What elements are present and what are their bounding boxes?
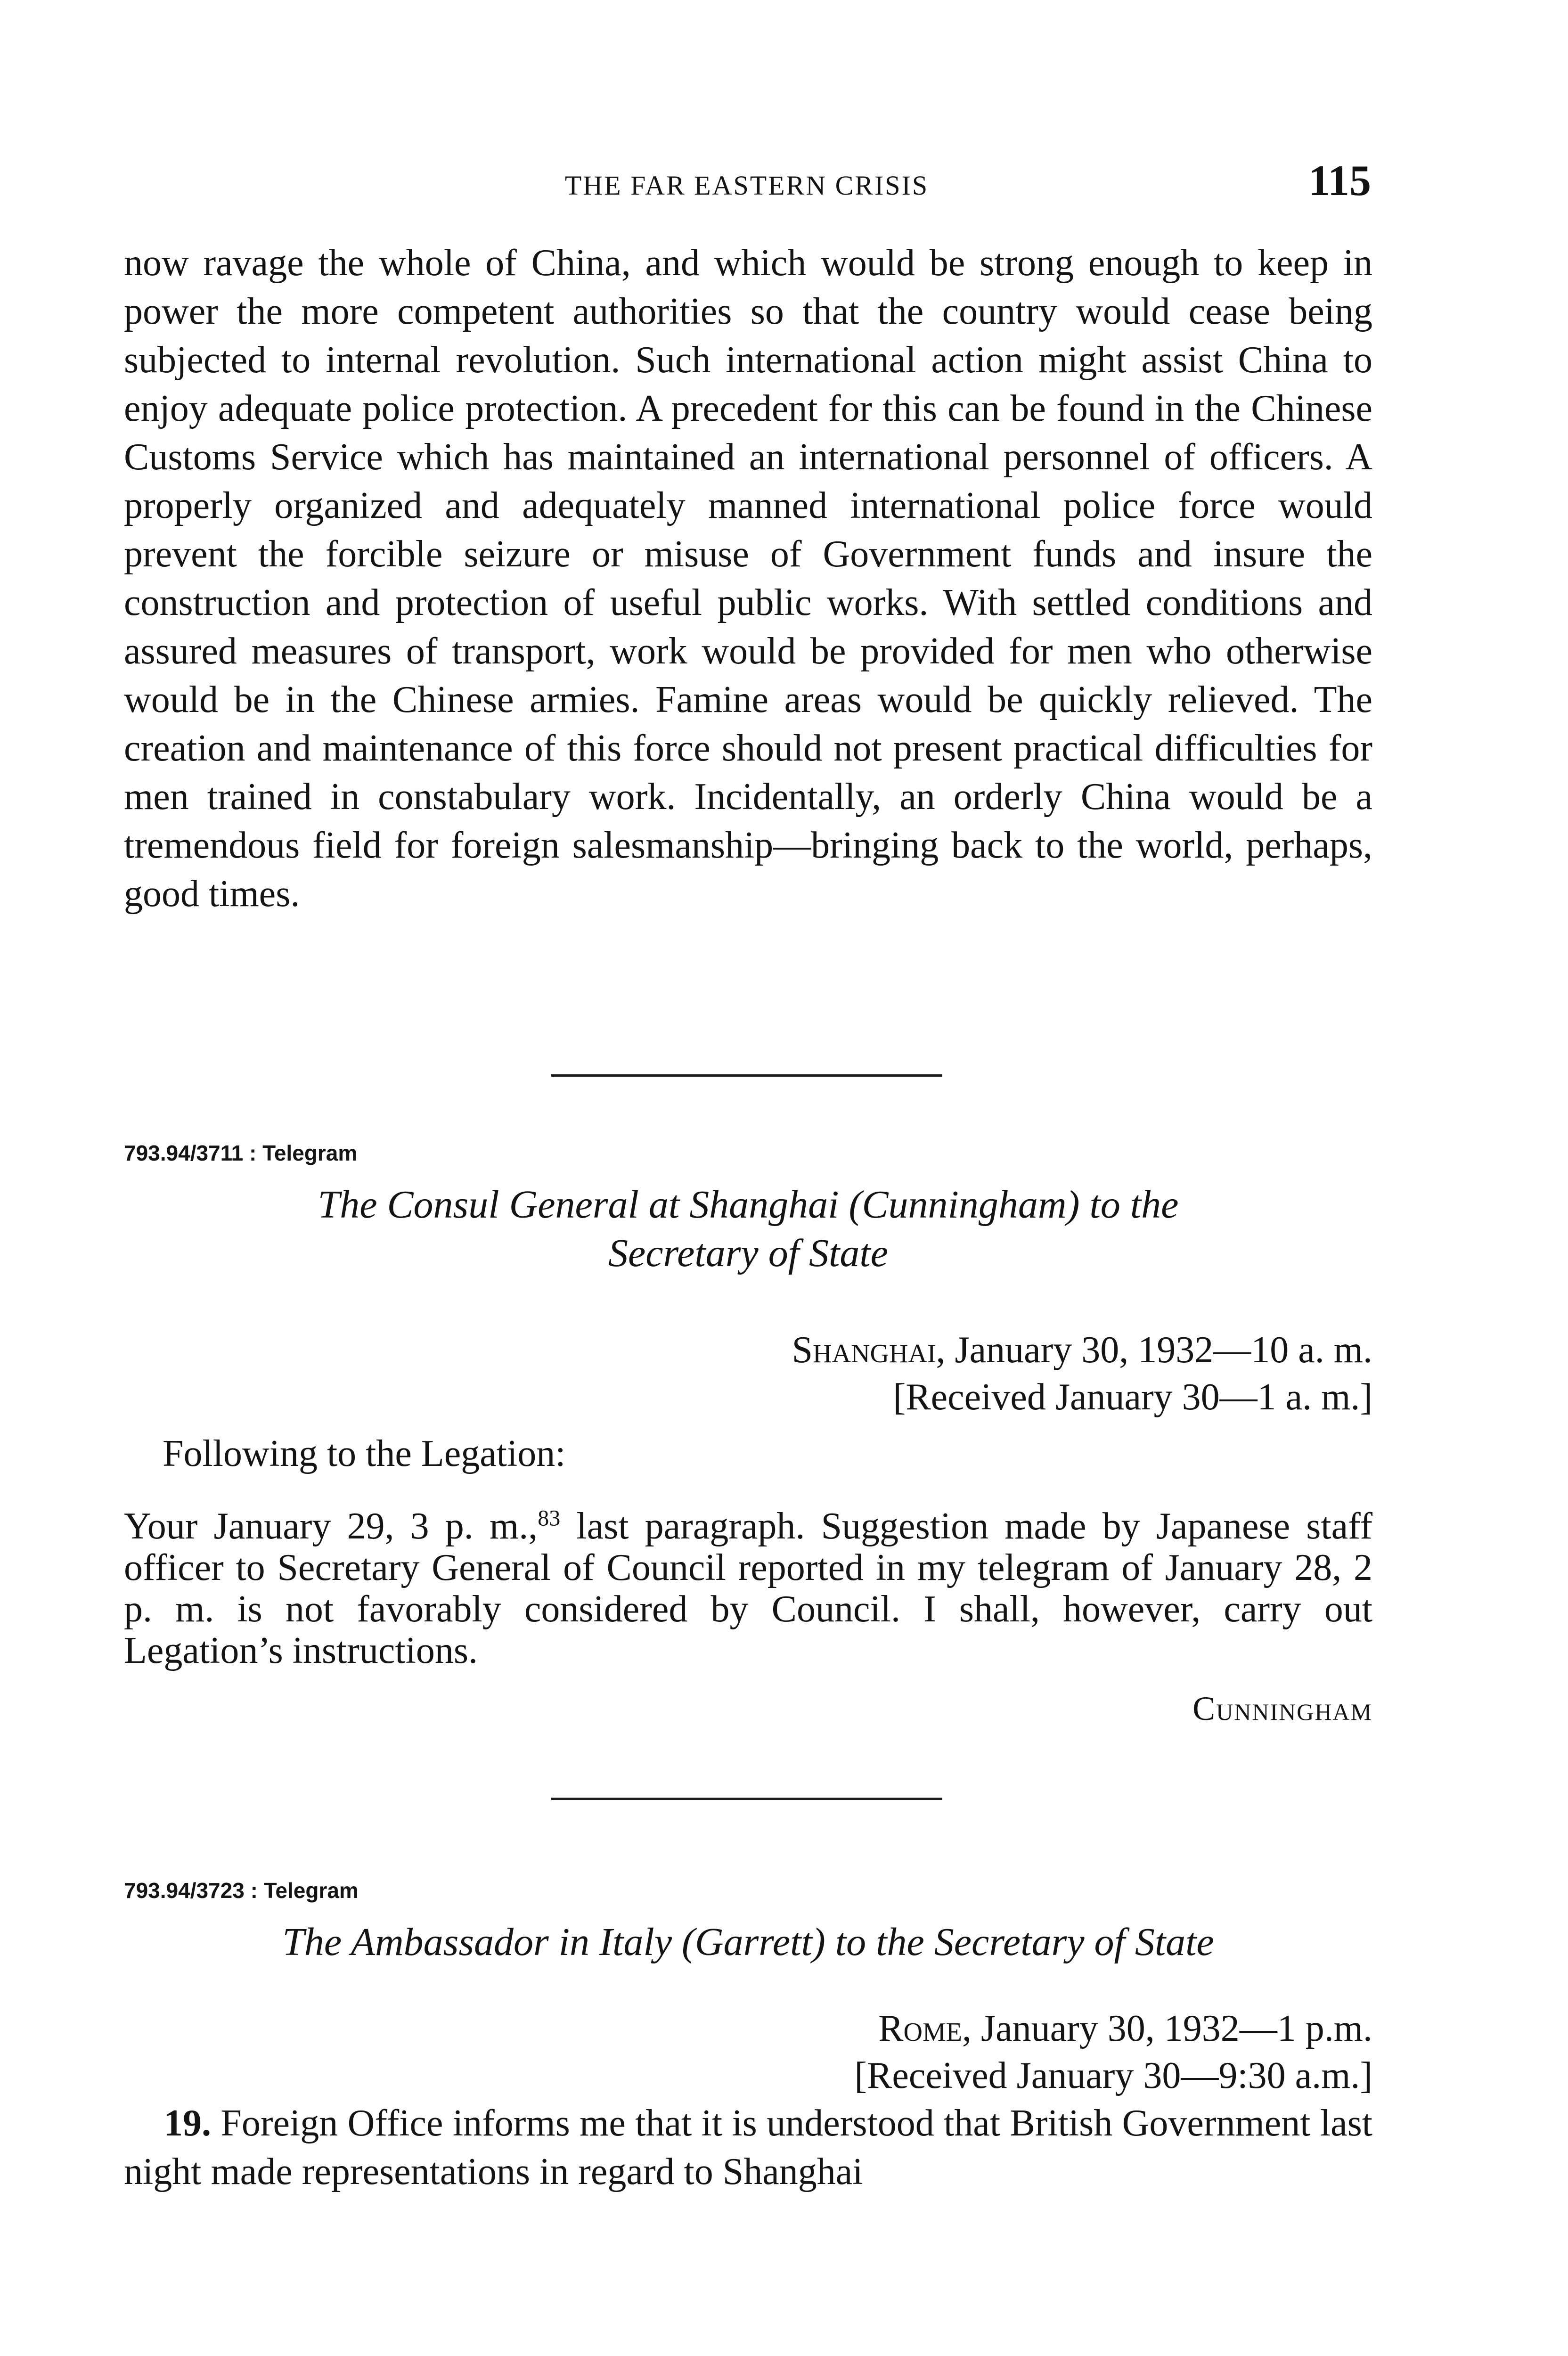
section-divider xyxy=(551,1074,942,1077)
intro-paragraph: now ravage the whole of China, and which would be strong enough to keep in power the more competent authorities so that the country would cease being subjected to internal revolution. Such international action might assist China to enjoy adequate police protection. A precedent for this can be found in the Chinese Customs Service which has maintained an international personnel of officers. A properly organized and adequately manned international police force would prevent the forcible seizure or misuse of Government funds and insure the construction and protection of useful public works. With settled conditions and assured measures of transport, work would be provided for men who otherwise would be in the Chinese armies. Famine areas would be quickly relieved. The creation and maintenance of this force should not present practical difficulties for men trained in constabulary work. Incidentally, an orderly China would be a tremendous field for foreign salesmanship—bringing back to the world, perhaps, good times. xyxy=(124,242,1372,915)
page-number: 115 xyxy=(1308,156,1371,205)
dateline-date: , January 30, 1932—1 p.m. xyxy=(962,2008,1372,2049)
running-head xyxy=(122,155,1371,212)
document-heading: The Ambassador in Italy (Garrett) to the Secretary of State xyxy=(282,1920,1214,1964)
telegram-text: last paragraph. Suggestion made by Japanese staff officer to Secretary General of Council reported in my telegram of January 28, 2 p. m. is not favorably considered by Council. I shall, however, carry out Legation’s instructions. xyxy=(124,1505,1373,1671)
received-note: [Received January 30—9:30 a.m.] xyxy=(854,2055,1372,2096)
dateline-place-date xyxy=(854,2005,1372,2052)
section-divider xyxy=(551,1798,942,1800)
received-note: [Received January 30—1 a. m.] xyxy=(893,1376,1372,1418)
telegram-text: Your January 29, 3 p. m., xyxy=(124,1505,538,1547)
signature: Cunningham xyxy=(1192,1690,1372,1727)
dateline-place: Rome xyxy=(878,2008,962,2049)
telegram-text: Foreign Office informs me that it is understood that British Government last night made representations in regard to Shanghai xyxy=(124,2102,1372,2192)
dateline xyxy=(854,2005,1372,2099)
telegram-paragraph xyxy=(124,2099,1372,2196)
dateline-date: , January 30, 1932—10 a. m. xyxy=(936,1329,1372,1371)
paragraph-number: 19. xyxy=(164,2102,211,2144)
heading-line: Secretary of State xyxy=(608,1231,889,1275)
dateline xyxy=(792,1326,1372,1421)
footnote-reference: 83 xyxy=(538,1505,561,1531)
file-reference: 793.94/3723 : Telegram xyxy=(124,1878,359,1903)
document-heading xyxy=(124,1180,1372,1277)
file-reference: 793.94/3711 : Telegram xyxy=(124,1141,358,1165)
addressee-line: Following to the Legation: xyxy=(163,1433,566,1474)
telegram-paragraph xyxy=(124,1505,1372,1671)
heading-line: The Consul General at Shanghai (Cunningham) to the xyxy=(318,1183,1179,1227)
dateline-place-date xyxy=(792,1326,1372,1374)
dateline-place: Shanghai xyxy=(792,1329,936,1371)
running-title: THE FAR EASTERN CRISIS xyxy=(564,170,929,201)
